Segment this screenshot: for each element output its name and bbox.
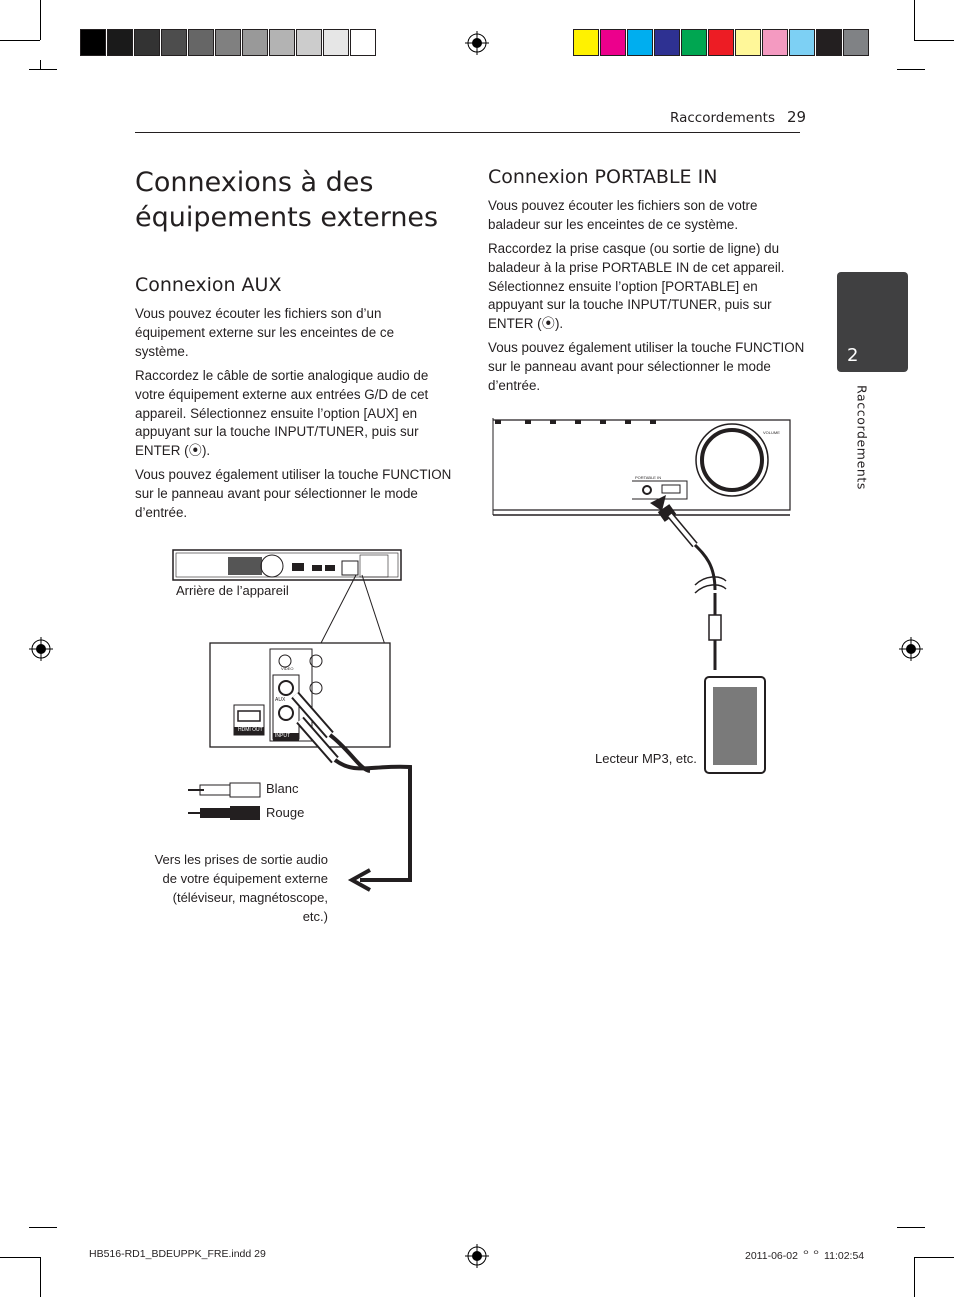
red-plug-label: Rouge — [266, 805, 305, 820]
color-swatch — [789, 29, 815, 56]
gray-swatch — [134, 29, 160, 56]
footer-file-info: HB516-RD1_BDEUPPK_FRE.indd 29 — [89, 1248, 266, 1260]
color-swatch — [708, 29, 734, 56]
hdmi-out-label: HDMI OUT — [238, 727, 263, 733]
color-swatch — [681, 29, 707, 56]
chapter-tab-label: Raccordements — [854, 384, 870, 490]
chapter-tab-number: 2 — [847, 345, 859, 366]
gray-swatch — [296, 29, 322, 56]
color-swatch — [762, 29, 788, 56]
destination-label: Vers les prises de sortie audio de votre équipement externe (téléviseur, magnétoscope, etc.) — [154, 852, 328, 924]
gray-swatch — [215, 29, 241, 56]
gray-swatch — [350, 29, 376, 56]
registration-mark-icon — [899, 637, 923, 661]
aux-paragraph-3: Vous pouvez également utiliser la touche FUNCTION sur le panneau avant pour sélectionner le mode d’entrée. — [135, 467, 452, 520]
aux-paragraph-2: Raccordez le câble de sortie analogique audio de votre équipement externe aux entrées G/D de cet appareil. Sélectionnez ensuite l’option [AUX] en appuyant sur la touche INPUT/TUNER, puis sur ENTER (⦿). — [135, 368, 429, 459]
color-swatch — [735, 29, 761, 56]
volume-knob-label: VOLUME — [763, 430, 780, 435]
running-header-section: Raccordements — [670, 110, 775, 126]
footer-datetime: 2011-06-02 ᄋᄋ 11:02:54 — [745, 1250, 865, 1262]
aux-heading: Connexion AUX — [135, 274, 282, 296]
gray-swatch — [242, 29, 268, 56]
portable-paragraph-2: Raccordez la prise casque (ou sortie de ligne) du baladeur à la prise PORTABLE IN de cet appareil. Sélectionnez ensuite l’option [PORTABLE] en appuyant sur la touche INPUT/TUNER, puis sur ENTER (⦿). — [488, 241, 785, 332]
color-swatch — [816, 29, 842, 56]
page-number: 29 — [787, 108, 807, 126]
gray-swatch — [269, 29, 295, 56]
gray-swatch — [161, 29, 187, 56]
aux-jack-label: AUX — [275, 697, 286, 703]
portable-connection-diagram — [490, 415, 800, 777]
color-swatch — [627, 29, 653, 56]
registration-mark-icon — [465, 1244, 489, 1268]
video-jack-label: VIDEO — [281, 666, 294, 671]
mp3-player-label: Lecteur MP3, etc. — [595, 751, 697, 766]
gray-swatch — [107, 29, 133, 56]
registration-mark-icon — [465, 31, 489, 55]
page-title: Connexions à des équipements externes — [135, 167, 439, 233]
gray-swatch — [323, 29, 349, 56]
portable-paragraph-3: Vous pouvez également utiliser la touche FUNCTION sur le panneau avant pour sélectionner le mode d’entrée. — [488, 340, 805, 393]
portable-in-jack-label: PORTABLE IN — [635, 475, 662, 480]
aux-paragraph-1: Vous pouvez écouter les fichiers son d’un équipement externe sur les enceintes de ce système. — [135, 306, 395, 359]
color-swatch — [600, 29, 626, 56]
registration-mark-icon — [29, 637, 53, 661]
color-swatch — [573, 29, 599, 56]
color-swatch — [843, 29, 869, 56]
white-plug-label: Blanc — [266, 781, 299, 796]
color-swatch — [654, 29, 680, 56]
portable-paragraph-1: Vous pouvez écouter les fichiers son de votre baladeur sur les enceintes de ce système. — [488, 198, 758, 232]
gray-swatch — [188, 29, 214, 56]
portable-heading: Connexion PORTABLE IN — [488, 166, 718, 188]
input-label: INPUT — [275, 733, 290, 739]
header-divider — [135, 132, 800, 133]
gray-swatch — [80, 29, 106, 56]
rear-unit-label: Arrière de l’appareil — [176, 583, 289, 598]
